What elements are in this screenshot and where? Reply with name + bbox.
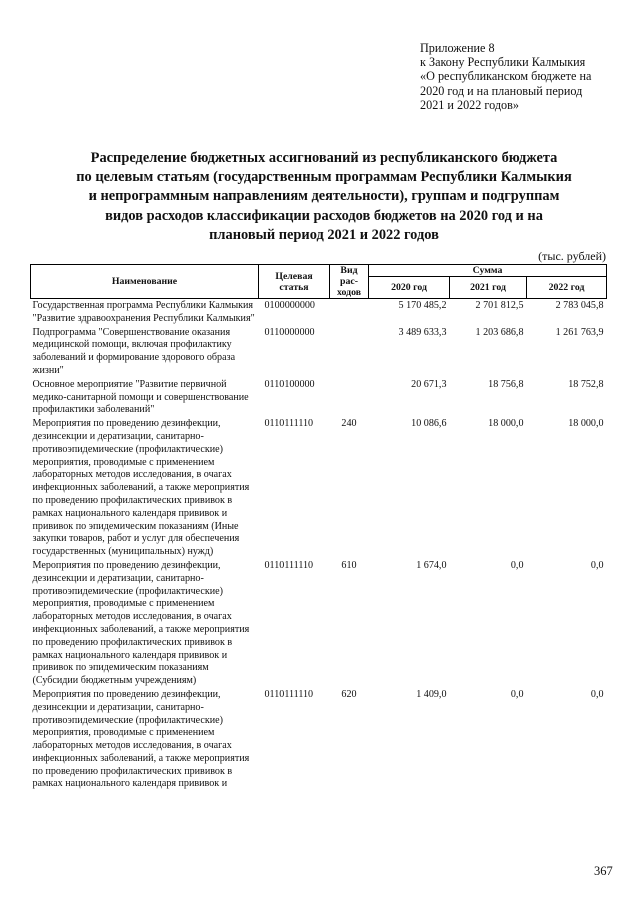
- row-expense-kind: [330, 326, 369, 378]
- appendix-line: Приложение 8: [420, 41, 495, 55]
- row-target-code: 0110111110: [264, 559, 314, 571]
- header-target-line: Целевая: [275, 270, 313, 282]
- title-line: Распределение бюджетных ассигнований из республиканского бюджета: [90, 150, 558, 166]
- row-expense-kind: 620: [341, 688, 357, 700]
- row-amount-2020: 5 170 485,2: [398, 300, 447, 311]
- row-amount-2021: 1 203 686,8: [475, 326, 524, 338]
- header-kind-line: ходов: [336, 287, 362, 298]
- budget-table: [30, 264, 607, 791]
- row-amount-2020: 10 086,6: [411, 418, 447, 430]
- row-name: Государственная программа Республики Калмыкия "Развитие здравоохранения Республики Калмыкия": [32, 300, 255, 324]
- page-number: 367: [594, 864, 613, 878]
- header-expense-kind: [330, 265, 369, 299]
- row-amount-2021: 0,0: [510, 688, 524, 700]
- row-amount-2022: 0,0: [590, 688, 604, 700]
- title-line: плановый период 2021 и 2022 годов: [209, 226, 439, 243]
- row-target-code: 0110000000: [264, 326, 315, 338]
- row-amount-2020: 1 674,0: [416, 559, 447, 571]
- row-amount-2021: 18 000,0: [488, 418, 524, 430]
- row-name: Мероприятия по проведению дезинфекции, дезинсекции и дератизации, санитарно-противоэпидемические (профилактические) мероприятия, проводимые с применением лабораторных методов исследования, в очагах инфекционных заболеваний, а также мероприятия по проведению профилактических прививок в рамках национального календаря прививок и: [32, 688, 250, 790]
- row-amount-2022: 2 783 045,8: [555, 300, 604, 311]
- row-amount-2021: 2 701 812,5: [475, 300, 524, 311]
- row-expense-kind: [330, 299, 369, 326]
- header-name: Наименование: [31, 265, 259, 299]
- table-row: [31, 378, 607, 417]
- title-line: по целевым статьям (государственным программам Республики Калмыкия: [76, 169, 572, 186]
- table-row: [31, 299, 607, 326]
- row-amount-2021: 0,0: [510, 559, 524, 571]
- title-line: видов расходов классификации расходов бюджетов на 2020 год и на: [105, 207, 543, 224]
- row-amount-2020: 20 671,3: [411, 378, 447, 390]
- title-line: и непрограммным направлениям деятельности), группам и подгруппам: [88, 188, 560, 205]
- header-kind-line: Вид: [340, 265, 358, 276]
- row-amount-2021: 18 756,8: [488, 378, 524, 390]
- appendix-note: [420, 41, 630, 112]
- row-amount-2022: 1 261 763,9: [555, 326, 604, 338]
- header-kind-line: рас-: [340, 276, 358, 287]
- document-title: [40, 149, 608, 245]
- header-year-2022: 2022 год: [527, 277, 607, 299]
- row-name: Мероприятия по проведению дезинфекции, дезинсекции и дератизации, санитарно-противоэпидемические (профилактические) мероприятия, проводимые с применением лабораторных методов исследования, в очагах инфекционных заболеваний, а также мероприятия по проведению профилактических прививок в рамках национального календаря прививок и прививок по эпидемическим показаниям (Иные закупки товаров, работ и услуг для обеспечения государственных (муниципальных) нужд): [32, 418, 250, 558]
- row-expense-kind: 610: [341, 559, 357, 571]
- appendix-line: 2021 и 2022 годов»: [420, 97, 519, 112]
- row-name: Подпрограмма "Совершенствование оказания медицинской помощи, включая профилактику заболеваний и формирование здорового образа жизни": [32, 326, 236, 376]
- header-year-2021: 2021 год: [450, 277, 527, 299]
- appendix-line: «О республиканском бюджете на: [420, 69, 592, 84]
- unit-label: (тыс. рублей): [538, 249, 606, 263]
- header-year-2020: 2020 год: [369, 277, 450, 299]
- row-expense-kind: [330, 378, 369, 417]
- row-amount-2020: 1 409,0: [416, 688, 447, 700]
- table-row: [31, 326, 607, 378]
- table-row: [31, 559, 607, 688]
- appendix-line: к Закону Республики Калмыкия: [420, 55, 586, 70]
- header-target-line: статья: [279, 281, 309, 293]
- row-amount-2022: 18 000,0: [568, 418, 604, 430]
- row-name: Мероприятия по проведению дезинфекции, дезинсекции и дератизации, санитарно-противоэпидемические (профилактические) мероприятия, проводимые с применением лабораторных методов исследования, в очагах инфекционных заболеваний, а также мероприятия по проведению профилактических прививок в рамках национального календаря прививок и прививок по эпидемическим показаниям (Субсидии бюджетным учреждениям): [32, 559, 250, 687]
- row-name: Основное мероприятие "Развитие первичной медико-санитарной помощи и совершенствование профилактики заболеваний": [32, 378, 249, 416]
- row-target-code: 0110100000: [264, 378, 315, 390]
- row-amount-2022: 0,0: [590, 559, 604, 571]
- row-amount-2020: 3 489 633,3: [398, 326, 447, 338]
- row-target-code: 0100000000: [264, 300, 315, 311]
- appendix-line: 2020 год и на плановый период: [420, 83, 583, 98]
- table-row: [31, 688, 607, 791]
- row-amount-2022: 18 752,8: [568, 378, 604, 390]
- row-target-code: 0110111110: [264, 688, 314, 700]
- header-sum: Сумма: [369, 265, 607, 277]
- table-row: [31, 417, 607, 559]
- row-target-code: 0110111110: [264, 418, 314, 430]
- header-target-article: [259, 265, 330, 299]
- row-expense-kind: 240: [341, 418, 357, 430]
